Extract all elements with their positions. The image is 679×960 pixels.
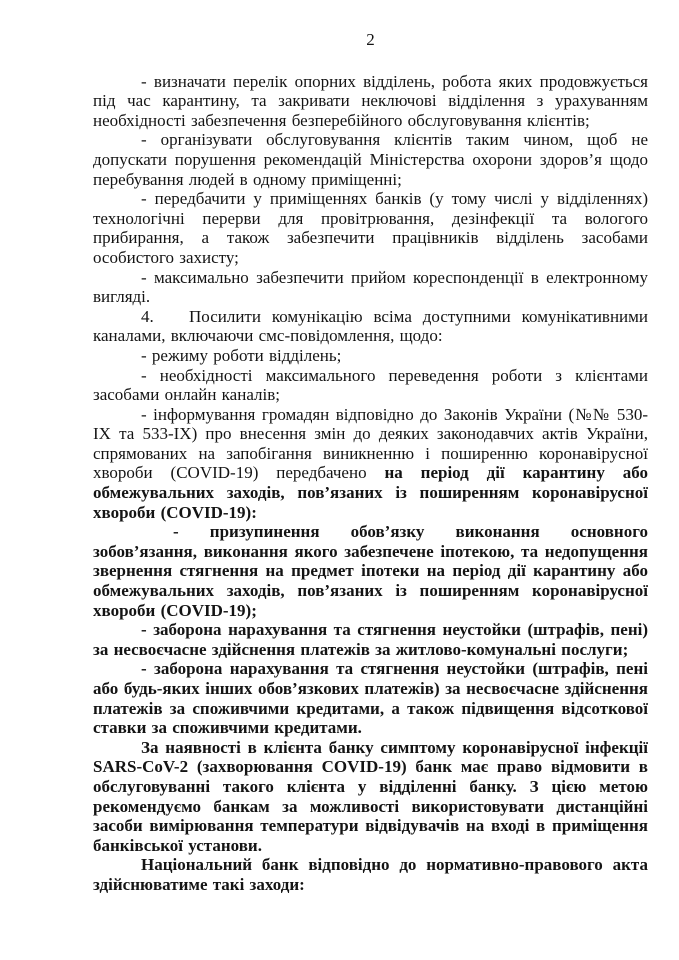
item-number: 4. bbox=[141, 306, 154, 326]
bullet-informing-citizens bbox=[93, 405, 648, 523]
bullet-utility-penalties-ban: - заборона нарахування та стягнення неустойки (штрафів, пені) за несвоєчасне здійснення платежів за житлово-комунальні послуги; bbox=[93, 620, 648, 659]
bullet-branch-working-hours: - режиму роботи відділень; bbox=[141, 345, 342, 365]
numbered-item-4 bbox=[93, 307, 648, 346]
informing-bold-part: на період дії карантину або обмежувальних заходів, пов’язаних із поширенням коронавірусної хвороби (COVID-19): bbox=[93, 463, 648, 522]
bullet-consumer-loan-penalties-ban: - заборона нарахування та стягнення неустойки (штрафів, пені або будь-яких інших обов’язкових платежів) за несвоєчасне здійснення платежів за споживчими кредитами, а також підвищення відсоткової ставки за споживчими кредитами. bbox=[93, 659, 648, 738]
paragraph-sars-cov2-client: За наявності в клієнта банку симптому коронавірусної інфекції SARS-CoV-2 (захворювання COVID-19) банк має право відмовити в обслуговуванні такого клієнта у відділенні банку. З цією метою рекомендуємо банкам за можливості використовувати дистанційні засоби вимірювання температури відвідувачів на вході в приміщення банківської установи. bbox=[93, 737, 648, 855]
bullet-mortgage-suspension: - призупинення обов’язку виконання основного зобов’язання, виконання якого забезпечене іпотекою, та недопущення звернення стягнення на предмет іпотеки на період дії карантину або обмежувальних заходів, пов’язаних із поширенням коронавірусної хвороби (COVID-19); bbox=[93, 522, 648, 620]
bullet-define-key-branches: - визначати перелік опорних відділень, робота яких продовжується під час карантину, та закривати неключові відділення з урахуванням необхідності забезпечення безперебійного обслуговування клієнтів; bbox=[93, 71, 648, 130]
item-text: Посилити комунікацію всіма доступними комунікативними каналами, включаючи смс-повідомлення, щодо: bbox=[93, 306, 648, 346]
informing-regular-part: - інформування громадян відповідно до Законів України (№№ 530-IX та 533-IX) про внесення змін до деяких законодавчих актів України, спрямованих на запобігання виникненню і поширенню коронавірусної хвороби (COVID-19) передбачено bbox=[93, 404, 648, 483]
bullet-electronic-correspondence: - максимально забезпечити прийом кореспонденції в електронному вигляді. bbox=[93, 267, 648, 307]
page-number: 2 bbox=[366, 30, 375, 49]
bullet-online-channels: - необхідності максимального переведення роботи з клієнтами засобами онлайн каналів; bbox=[93, 365, 648, 405]
bullet-organize-client-service: - організувати обслуговування клієнтів таким чином, щоб не допускати порушення рекомендацій Міністерства охорони здоров’я щодо перебування людей в одному приміщенні; bbox=[93, 130, 648, 189]
paragraph-national-bank-measures: Національний банк відповідно до нормативно-правового акта здійснюватиме такі заходи: bbox=[93, 855, 648, 894]
bullet-technical-breaks: - передбачити у приміщеннях банків (у тому числі у відділеннях) технологічні перерви для провітрювання, дезінфекції та вологого прибирання, а також забезпечити працівників відділень засобами особистого захисту; bbox=[93, 189, 648, 267]
